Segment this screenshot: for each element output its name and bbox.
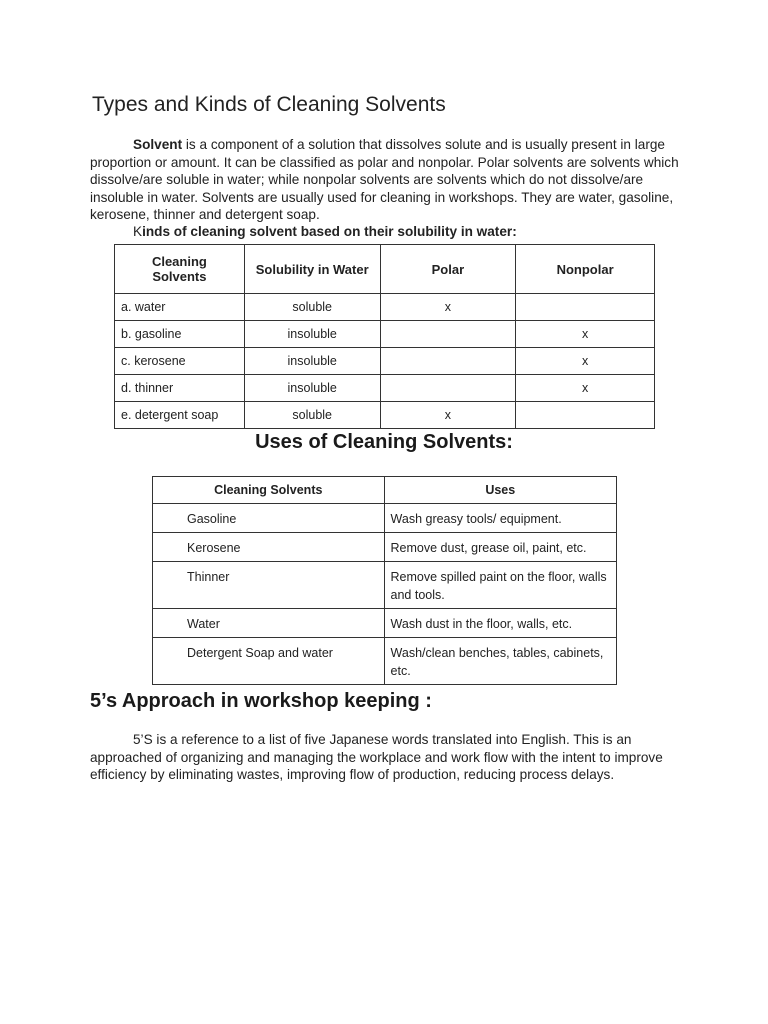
- solvent-use: Wash/clean benches, tables, cabinets, etc.: [384, 638, 616, 685]
- header-polar: Polar: [380, 245, 516, 294]
- solvent-name: Water: [153, 609, 385, 638]
- solvent-name: Gasoline: [153, 504, 385, 533]
- solvent-use: Remove spilled paint on the floor, walls and tools.: [384, 562, 616, 609]
- polar-mark: [380, 348, 516, 375]
- solubility-value: soluble: [244, 402, 380, 429]
- table-row: [115, 294, 655, 321]
- solvent-name: c. kerosene: [115, 348, 245, 375]
- nonpolar-mark: x: [516, 375, 655, 402]
- header-cleaning-solvents: Cleaning Solvents: [115, 245, 245, 294]
- solvent-name: Kerosene: [153, 533, 385, 562]
- solvent-use: Remove dust, grease oil, paint, etc.: [384, 533, 616, 562]
- caption-first-letter: K: [133, 224, 143, 239]
- intro-text: is a component of a solution that dissolves solute and is usually present in large proportion or amount. It can be classified as polar and nonpolar. Polar solvents are solvents which dissolve/are soluble in water; while nonpolar solvents are solvents which do not dissolve/are insoluble in water. Solvents are usually used for cleaning in workshops. They are water, gasoline, kerosene, thinner and detergent soap.: [90, 137, 679, 222]
- solvent-use: Wash greasy tools/ equipment.: [384, 504, 616, 533]
- table-header-row: [115, 245, 655, 294]
- uses-heading: Uses of Cleaning Solvents:: [255, 431, 513, 453]
- fives-paragraph: 5’S is a reference to a list of five Japanese words translated into English. This is an approached of organizing and managing the workplace and work flow with the intent to improve efficiency by eliminating wastes, improving flow of production, reducing process delays.: [90, 732, 663, 782]
- table-row: [153, 504, 617, 533]
- header-uses: Uses: [384, 477, 616, 504]
- polar-mark: [380, 375, 516, 402]
- header-nonpolar: Nonpolar: [516, 245, 655, 294]
- polar-mark: x: [380, 402, 516, 429]
- table-row: [153, 638, 617, 685]
- nonpolar-mark: x: [516, 321, 655, 348]
- solvent-name: Thinner: [153, 562, 385, 609]
- intro-paragraph: [90, 136, 680, 224]
- caption-rest: inds of cleaning solvent based on their solubility in water:: [142, 224, 517, 239]
- header-cleaning-solvents: Cleaning Solvents: [153, 477, 385, 504]
- solubility-value: insoluble: [244, 321, 380, 348]
- solvent-use: Wash dust in the floor, walls, etc.: [384, 609, 616, 638]
- solvent-name: d. thinner: [115, 375, 245, 402]
- table-row: [115, 321, 655, 348]
- solubility-value: soluble: [244, 294, 380, 321]
- table-row: [115, 375, 655, 402]
- table-row: [153, 609, 617, 638]
- table-row: [115, 402, 655, 429]
- fives-heading: 5’s Approach in workshop keeping :: [90, 690, 432, 712]
- solvent-name: a. water: [115, 294, 245, 321]
- solubility-value: insoluble: [244, 348, 380, 375]
- header-solubility: Solubility in Water: [244, 245, 380, 294]
- solvent-name: b. gasoline: [115, 321, 245, 348]
- nonpolar-mark: x: [516, 348, 655, 375]
- nonpolar-mark: [516, 294, 655, 321]
- solvent-name: Detergent Soap and water: [153, 638, 385, 685]
- solubility-table: [114, 244, 655, 429]
- table-row: [115, 348, 655, 375]
- solubility-value: insoluble: [244, 375, 380, 402]
- solubility-caption: [133, 224, 517, 239]
- uses-table: [152, 476, 617, 685]
- table-row: [153, 533, 617, 562]
- polar-mark: [380, 321, 516, 348]
- nonpolar-mark: [516, 402, 655, 429]
- solvent-name: e. detergent soap: [115, 402, 245, 429]
- intro-term: Solvent: [133, 137, 183, 152]
- polar-mark: x: [380, 294, 516, 321]
- table-row: [153, 562, 617, 609]
- table-header-row: [153, 477, 617, 504]
- page-title: Types and Kinds of Cleaning Solvents: [92, 93, 446, 116]
